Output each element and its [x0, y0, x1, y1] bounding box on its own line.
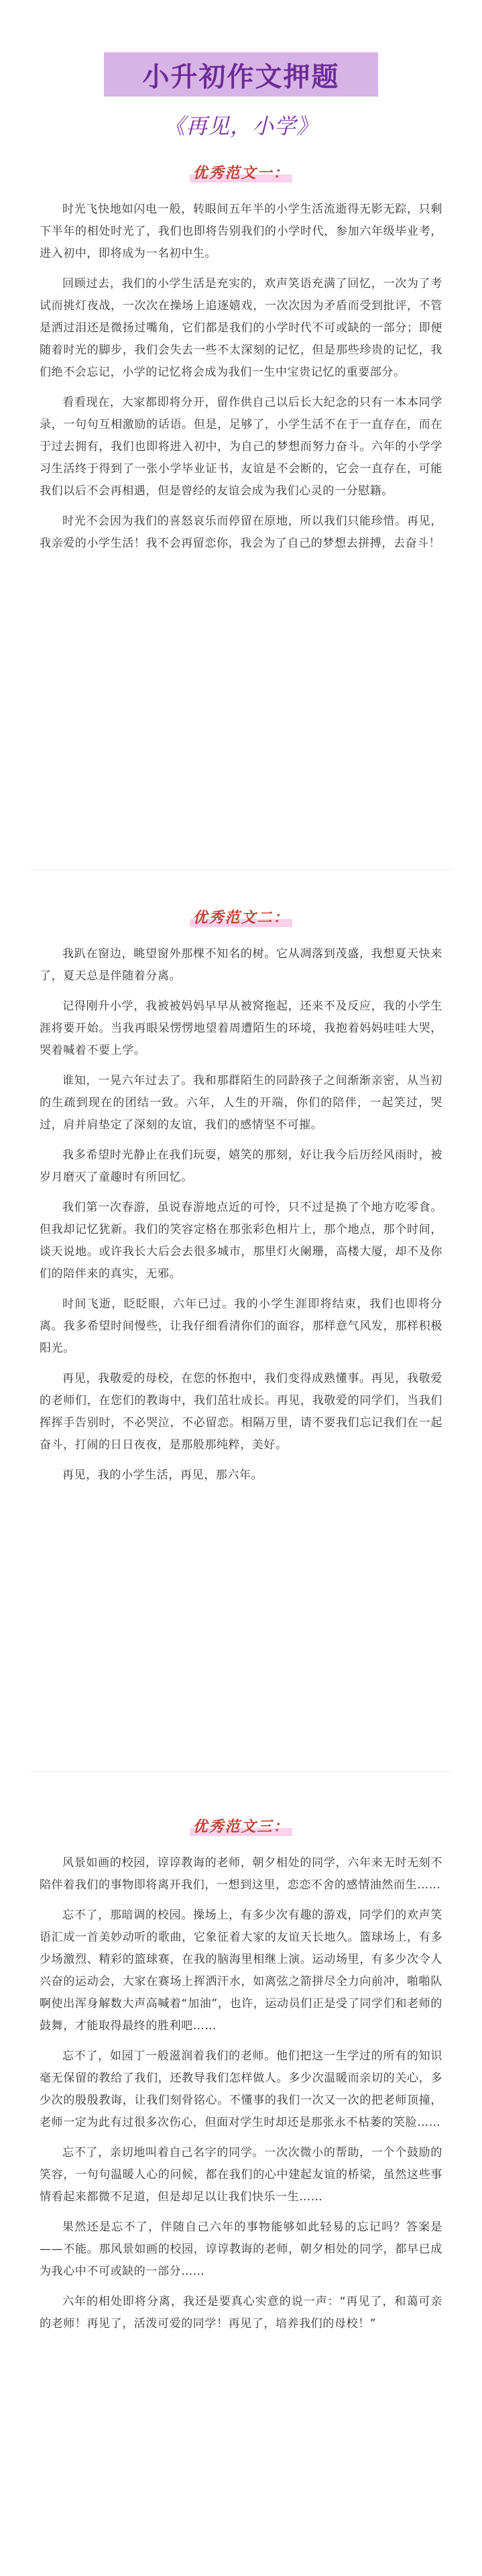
title-banner — [104, 52, 378, 97]
essay-paragraph: 六年的相处即将分离，我还是要真心实意的说一声：“再见了，和蔼可亲的老师！再见了，活泼可爱的同学！再见了，培养我们的母校！” — [40, 2295, 442, 2330]
section-divider — [30, 1771, 452, 1772]
essay-heading: 优秀范文一： — [40, 162, 442, 182]
essay-paragraph: 看看现在，大家都即将分开，留作供自己以后长大纪念的只有一本本同学录，一句句互相激励的话语。但是，足够了，小学生活不在于一直存在，而在于过去拥有，我们也即将进入初中，为自己的梦想而努力奋斗。六年的小学学习生活终于得到了一张小学毕业证书，友谊是不会断的，它会一直存在，可能我们以后不会再相遇，但是曾经的友谊会成为我们心灵的一分慰籍。 — [40, 396, 442, 498]
essay-paragraph: 我趴在窗边，眺望窗外那棵不知名的树。它从凋落到茂盛，我想夏天快来了，夏天总是伴随着分离。 — [40, 947, 442, 983]
essay-paragraph: 我多希望时光静止在我们玩耍，嬉笑的那刻，好让我今后历经风雨时，被岁月磨灭了童趣时有所回忆。 — [40, 1148, 442, 1184]
essay-paragraph: 谁知，一晃六年过去了。我和那群陌生的同龄孩子之间渐渐亲密，从当初的生疏到现在的团结一致。六年，人生的开端，你们的陪伴，一起笑过，哭过，肩并肩垫定了深刻的友谊，我们的感情坚不可摧。 — [40, 1074, 442, 1132]
essay-paragraph: 风景如画的校园，谆谆教诲的老师，朝夕相处的同学，六年来无时无刻不陪伴着我们的事物即将离开我们，一想到这里，恋恋不舍的感情油然而生…… — [40, 1856, 442, 1892]
essay-paragraph: 再见，我的小学生活，再见，那六年。 — [62, 1468, 263, 1482]
section-divider — [30, 869, 452, 870]
essay-paragraph: 时光不会因为我们的喜怒哀乐而停留在原地，所以我们只能珍惜。再见，我亲爱的小学生活！我不会再留恋你，我会为了自己的梦想去拼搏，去奋斗！ — [40, 515, 442, 550]
essay-paragraph: 果然还是忘不了，伴随自己六年的事物能够如此轻易的忘记吗？答案是——不能。那风景如画的校园，谆谆教诲的老师，朝夕相处的同学，都早已成为我心中不可或缺的一部分…… — [40, 2220, 442, 2278]
essay-paragraph: 忘不了，如园丁一般滋润着我们的老师。他们把这一生学过的所有的知识毫无保留的教给了我们，还教导我们怎样做人。多少次温暖而亲切的关心，多少次的殷殷教诲，让我们刻骨铭心。不懂事的我们一次又一次的把老师顶撞，老师一定为此有过很多次伤心，但面对学生时却还是那张永不枯萎的笑脸…… — [40, 2049, 442, 2129]
essay-one — [30, 144, 452, 845]
essay-heading: 优秀范文二： — [40, 906, 442, 927]
page-title: 小升初作文押题 — [142, 61, 340, 93]
essay-paragraph: 忘不了，那暗调的校园。操场上，有多少次有趣的游戏，同学们的欢声笑语汇成一首美妙动听的歌曲，它象征着大家的友谊天长地久。篮球场上，有多少场激烈、精彩的篮球赛，在我的脑海里相继上演。运动场里，有多少次令人兴奋的运动会，大家在赛场上挥洒汗水，如离弦之箭拼尽全力向前冲，啪啪队啊使出浑身解数大声高喊着“加油”，也许，运动员们正是受了同学们和老师的鼓舞，才能取得最终的胜利吧…… — [40, 1909, 442, 2033]
essay-two — [30, 889, 452, 1714]
essay-three — [30, 1798, 452, 2536]
essay-paragraph: 忘不了，亲切地叫着自己名字的同学。一次次微小的帮助，一个个鼓励的笑容，一句句温暖人心的问候，都在我们的心中建起友谊的桥梁，虽然这些事情看起来都微不足道，但是却足以让我们快乐一生…… — [40, 2146, 442, 2204]
essay-paragraph: 时间飞逝，眨眨眼，六年已过。我的小学生涯即将结束，我们也即将分离。我多希望时间慢些，让我仔细看清你们的面容，那样意气风发，那样积极阳光。 — [40, 1297, 442, 1355]
essay-paragraph: 记得刚升小学，我被被妈妈早早从被窝拖起，还来不及反应，我的小学生涯将要开始。当我再眼呆愣愣地望着周遭陌生的环境，我抱着妈妈哇哇大哭，哭着喊着不要上学。 — [40, 1000, 442, 1057]
essay-heading: 优秀范文三： — [40, 1815, 442, 1836]
essay-paragraph: 再见，我敬爱的母校，在您的怀抱中，我们变得成熟懂事。再见，我敬爱的老师们，在您们的教诲中，我们茁壮成长。再见，我敬爱的同学们，当我们挥挥手告别时，不必哭泣，不必留恋。相隔万里，请不要我们忘记我们在一起奋斗，打闹的日日夜夜，是那般那纯粹，美好。 — [40, 1372, 442, 1452]
essay-paragraph: 回顾过去，我们的小学生活是充实的，欢声笑语充满了回忆，一次为了考试而挑灯夜战，一次次在操场上追逐嬉戏，一次次因为矛盾而受到批评，不管是洒过泪还是微扬过嘴角，它们都是我们的小学时代不可或缺的一部分；即便随着时光的脚步，我们会失去一些不太深刻的记忆，但是那些珍贵的记忆，我们绝不会忘记，小学的记忆将会成为我们一生中宝贵记忆的重要部分。 — [40, 277, 442, 379]
page-subtitle: 《再见，小学》 — [163, 113, 318, 139]
essay-paragraph: 我们第一次春游，虽说春游地点近的可怜，只不过是换了个地方吃零食。但我却记忆犹新。我们的笑容定格在那张彩色相片上，那个地点，那个时间，谈天说地。或许我长大后会去很多城市，那里灯火阑珊，高楼大厦，却不及你们的陪伴来的真实，无邪。 — [40, 1201, 442, 1281]
essay-paragraph: 时光飞快地如闪电一般，转眼间五年半的小学生活流逝得无影无踪，只剩下半年的相处时光了，我们也即将告别我们的小学时代，参加六年级毕业考，进入初中，即将成为一名初中生。 — [40, 203, 442, 260]
